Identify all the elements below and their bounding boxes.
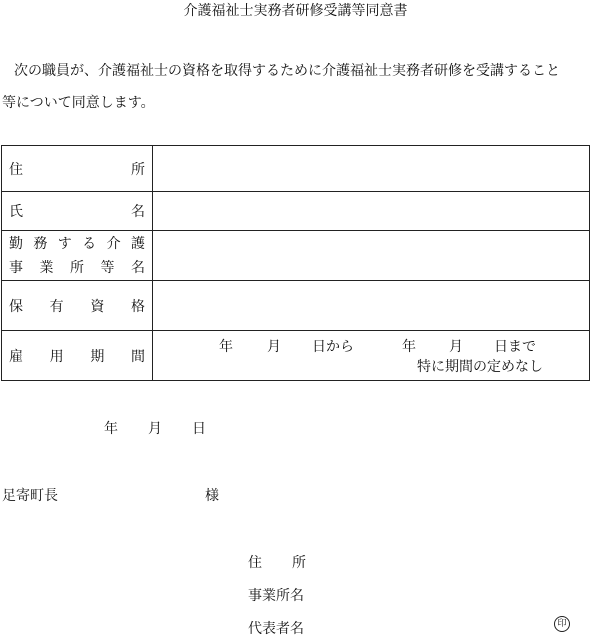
signer-office-label: 事業所名 xyxy=(248,588,304,604)
label-qualification: 保 有 資 格 xyxy=(2,281,153,331)
field-name[interactable] xyxy=(153,192,590,231)
row-qualification xyxy=(2,281,590,331)
label-workplace: 勤 務 す る 介 護 事 業 所 等 名 xyxy=(2,231,153,281)
row-address xyxy=(2,146,590,192)
period-to-year: 年 xyxy=(402,338,416,355)
signer-address-label-a: 住 xyxy=(248,555,262,571)
no-fixed-period-text: 特に期間の定めなし xyxy=(417,358,543,375)
intro-text-line-2: 等について同意します。 xyxy=(2,95,155,111)
signer-representative-label: 代表者名 xyxy=(248,621,304,637)
label-name: 氏 名 xyxy=(2,192,153,231)
signer-address-label-b: 所 xyxy=(292,555,306,571)
addressee: 足寄町長 xyxy=(2,488,58,504)
label-employment-period: 雇 用 期 間 xyxy=(2,331,153,381)
honorific: 様 xyxy=(205,488,219,504)
row-employment-period xyxy=(2,331,590,381)
date-year: 年 xyxy=(104,421,118,437)
field-address[interactable] xyxy=(153,146,590,192)
field-workplace[interactable] xyxy=(153,231,590,281)
date-month: 月 xyxy=(148,421,162,437)
period-to-day: 日まで xyxy=(494,338,536,355)
period-from-year: 年 xyxy=(219,338,233,355)
period-from-day: 日から xyxy=(312,338,354,355)
period-to-month: 月 xyxy=(449,338,463,355)
seal-mark: 印 xyxy=(554,616,570,632)
document-title: 介護福祉士実務者研修受講等同意書 xyxy=(183,3,408,19)
row-workplace xyxy=(2,231,590,281)
row-name xyxy=(2,192,590,231)
field-qualification[interactable] xyxy=(153,281,590,331)
label-address: 住 所 xyxy=(2,146,153,192)
intro-text-line-1: 次の職員が、介護福祉士の資格を取得するために介護福祉士実務者研修を受講すること xyxy=(14,63,560,79)
period-from-month: 月 xyxy=(267,338,281,355)
date-day: 日 xyxy=(192,421,206,437)
consent-form-table xyxy=(1,145,590,381)
field-employment-period[interactable] xyxy=(153,331,590,381)
